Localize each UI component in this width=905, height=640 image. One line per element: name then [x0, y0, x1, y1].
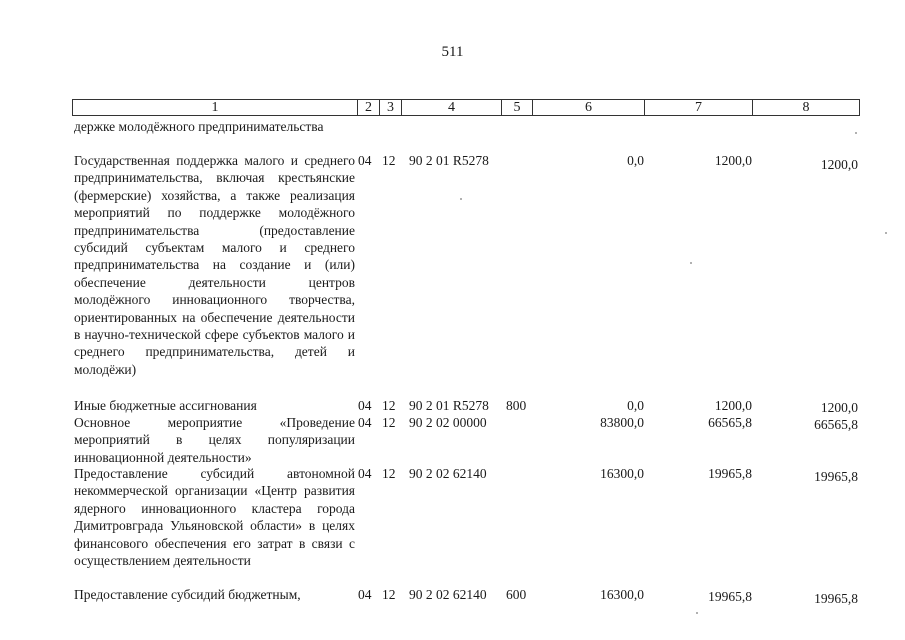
row-description: держке молодёжного предпринимательства: [74, 119, 324, 134]
row-subsection: 12: [382, 587, 396, 602]
table-header-row: [72, 99, 860, 116]
row-description: Предоставление субсидий бюджетным,: [74, 587, 301, 602]
row-target-article: 90 2 01 R5278: [409, 398, 489, 413]
scan-speck: [460, 198, 462, 200]
row-description: Государственная поддержка малого и среднего предпринимательства, включая крестьянские (фермерские) хозяйства, а также реализация мероприятий по поддержке молодёжного предпринимательства (предоставление субсидий субъектам малого и среднего предпринимательства на создание и (или) обеспечение деятельности центров молодёжного инновационного творчества, ориентированных на обеспечение деятельности в научно-технической сфере субъектов малого и среднего предпринимательства, детей и молодёжи): [74, 153, 355, 377]
header-col-3: 3: [380, 100, 402, 115]
row-target-article: 90 2 02 62140: [409, 466, 487, 481]
row-amount-col6: 16300,0: [600, 587, 644, 602]
row-target-article: 90 2 01 R5278: [409, 153, 489, 168]
header-col-7: 7: [645, 100, 753, 115]
row-section: 04: [358, 466, 372, 481]
row-description: Основное мероприятие «Проведение мероприятий в целях популяризации инновационной деятельности»: [74, 415, 355, 465]
row-section: 04: [358, 415, 372, 430]
row-expense-type: 600: [506, 587, 527, 602]
page-number: 511: [441, 44, 464, 60]
row-amount-col8: 19965,8: [814, 469, 858, 484]
row-subsection: 12: [382, 153, 396, 168]
row-amount-col6: 0,0: [627, 398, 644, 413]
header-col-5: 5: [502, 100, 533, 115]
row-expense-type: 800: [506, 398, 527, 413]
row-amount-col7: 1200,0: [714, 153, 752, 168]
row-amount-col8: 19965,8: [814, 591, 858, 606]
row-section: 04: [358, 153, 372, 168]
scan-speck: [696, 612, 698, 614]
row-amount-col8: 1200,0: [820, 157, 858, 172]
row-description: Иные бюджетные ассигнования: [74, 398, 257, 413]
row-amount-col7: 66565,8: [708, 415, 752, 430]
row-amount-col8: 1200,0: [820, 400, 858, 415]
header-col-1: 1: [73, 100, 358, 115]
row-amount-col7: 19965,8: [708, 466, 752, 481]
row-target-article: 90 2 02 62140: [409, 587, 487, 602]
header-col-8: 8: [802, 100, 810, 115]
row-amount-col6: 0,0: [627, 153, 644, 168]
row-amount-col6: 83800,0: [600, 415, 644, 430]
row-amount-col8: 66565,8: [814, 417, 858, 432]
header-col-6: 6: [533, 100, 645, 115]
row-amount-col7: 19965,8: [708, 589, 752, 604]
scan-speck: [690, 262, 692, 264]
row-subsection: 12: [382, 415, 396, 430]
row-amount-col6: 16300,0: [600, 466, 644, 481]
row-subsection: 12: [382, 398, 396, 413]
scan-speck: [885, 232, 887, 234]
row-section: 04: [358, 587, 372, 602]
row-section: 04: [358, 398, 372, 413]
scan-speck: [855, 132, 857, 134]
row-target-article: 90 2 02 00000: [409, 415, 487, 430]
row-subsection: 12: [382, 466, 396, 481]
row-amount-col7: 1200,0: [714, 398, 752, 413]
row-description: Предоставление субсидий автономной некоммерческой организации «Центр развития ядерного инновационного кластера города Димитровграда Ульяновской области» в целях финансового обеспечения его затрат в связи с осуществлением деятельности: [74, 466, 355, 569]
header-col-2: 2: [358, 100, 380, 115]
header-col-4: 4: [402, 100, 502, 115]
